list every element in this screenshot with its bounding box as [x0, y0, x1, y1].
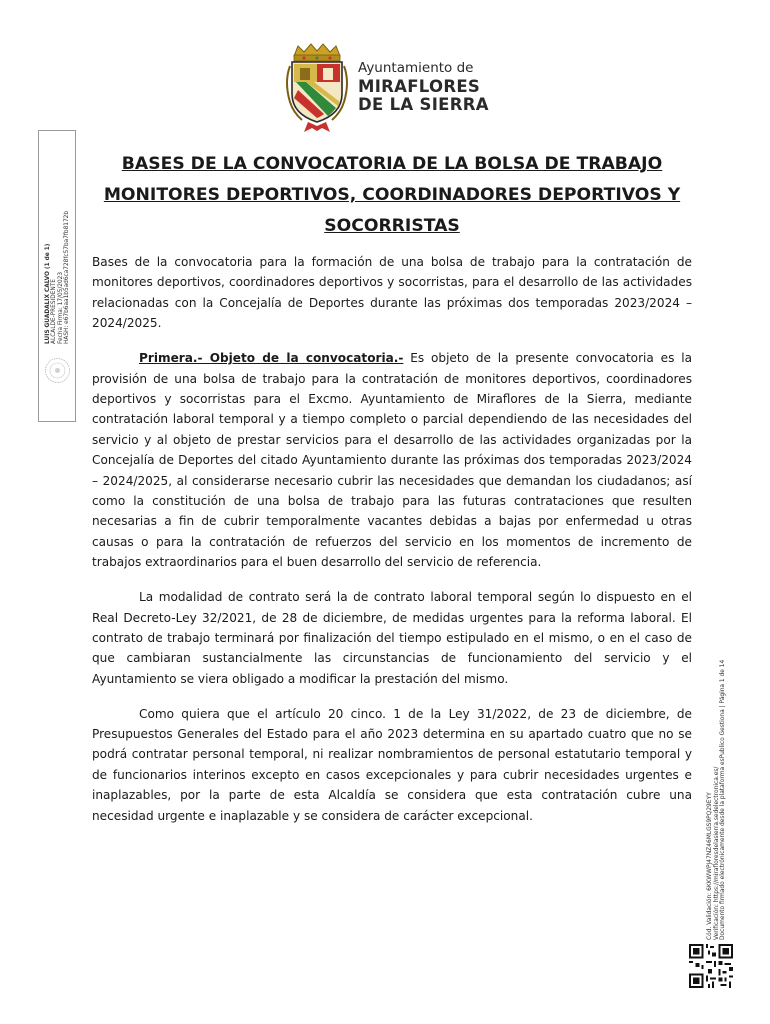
signature-date: Fecha Firma: 17/05/2023 [57, 271, 64, 344]
section1-paragraph [92, 348, 692, 572]
title-line1: BASES DE LA CONVOCATORIA DE LA BOLSA DE TRABAJO [121, 154, 663, 174]
coat-of-arms-icon [284, 42, 350, 132]
intro-paragraph: Bases de la convocatoria para la formación de una bolsa de trabajo para la contratación de monitores deportivos, coordinadores deportivos y socorristas, para el desarrollo de las actividades relacionadas con la Concejalía de Deportes durante las próximas dos temporadas 2023/2024 – 2024/2025. [92, 255, 692, 331]
contract-paragraph: La modalidad de contrato será la de contrato laboral temporal según lo dispuesto en el Real Decreto-Ley 32/2021, de 28 de diciembre, de medidas urgentes para la reforma laboral. El contrato de trabajo terminará por finalización del tiempo estipulado en el mismo, o en el caso de que cambiaran sustancialmente las circunstancias de funcionamiento del servicio y el Ayuntamiento se viera obligado a modificar la prestación del mismo. [92, 590, 692, 686]
document-body [92, 252, 692, 841]
signature-box [38, 130, 76, 422]
org-line3: DE LA SIERRA [358, 95, 489, 114]
title-line2: MONITORES DEPORTIVOS, COORDINADORES DEPORTIVOS Y [103, 185, 681, 205]
org-line1: Ayuntamiento de [358, 60, 474, 76]
justification-paragraph: Como quiera que el artículo 20 cinco. 1 de la Ley 31/2022, de 23 de diciembre, de Presupuestos Generales del Estado para el año 2023 determina en su apartado cuatro que no se podrá contratar personal temporal, ni realizar nombramientos de personal estatutario temporal y de funcionarios interinos excepto en casos excepcionales y para cubrir necesidades urgentes e inaplazables, por la parte de esta Alcaldía se considera que esta contratación cubre una necesidad urgente e inaplazable y se considera de carácter excepcional. [92, 706, 692, 823]
section1-heading: Primera.- Objeto de la convocatoria.- [139, 351, 404, 366]
seal-icon [44, 357, 71, 384]
section1-text: Es objeto de la presente convocatoria es la provisión de una bolsa de trabajo para la contratación de monitores deportivos, coordinadores deportivos y socorristas para el Excmo. Ayuntamiento de Miraflores de la Sierra, mediante contratación laboral temporal y a tiempo completo o parcial dependiendo de las necesidades del servicio y al objeto de prestar servicios para el desarrollo de las actividades organizadas por la Concejalía de Deportes del citado Ayuntamiento durante las próximas dos temporadas 2023/2024 – 2024/2025, al considerarse necesario cubrir las necesidades que demandan los ciudadanos; así como la constitución de una bolsa de trabajo para las futuras contrataciones que resulten necesarias a fin de cubrir temporalmente vacantes debidas a bajas por enfermedad u otras causas o para la contratación de refuerzos del servicio en los momentos de incremento de trabajos extraordinarios para el buen desarrollo del servicio de referencia. [92, 351, 692, 570]
signature-text [45, 124, 71, 344]
validation-url: Verificación: https://mirafloresdelasierra.sedelectronica.es/ [713, 766, 720, 940]
validation-text [707, 610, 727, 940]
qr-code-icon [689, 944, 733, 988]
signature-hash: HASH: e67b6aa1b5ad6ca728fc57ba7fb8172b [64, 210, 71, 344]
signer-role: ALCALDE-PRESIDENTE [51, 279, 58, 344]
org-line2: MIRAFLORES [358, 76, 481, 96]
signer-name: LUIS GUADALIX CALVO (1 de 1) [45, 243, 51, 344]
organization-name [358, 62, 489, 114]
validation-platform: Documento firmado electrónicamente desde la plataforma esPublico Gestiona | Página 1 de 14 [720, 659, 727, 940]
document-title [92, 149, 692, 242]
organization-logo [284, 42, 524, 134]
title-line3: SOCORRISTAS [324, 216, 460, 236]
validation-code: Cód. Validación: 6KKWWPJ47NZ46MLGS9PQ29EYY [707, 792, 713, 940]
